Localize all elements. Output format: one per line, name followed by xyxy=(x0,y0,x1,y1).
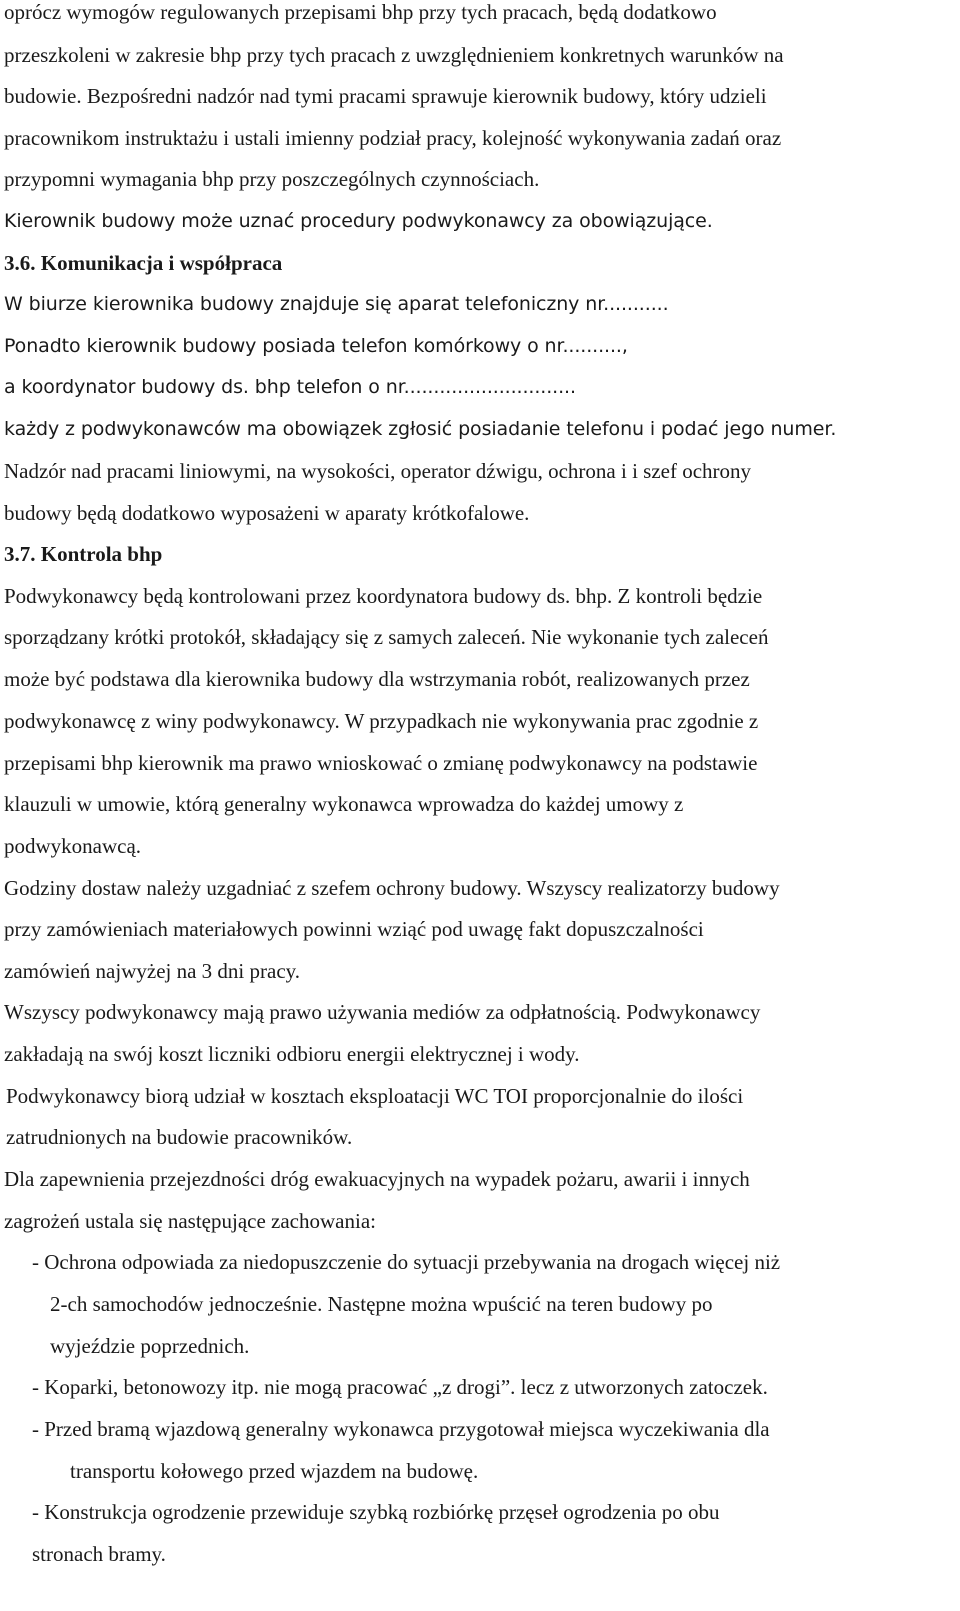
list-item: - Ochrona odpowiada za niedopuszczenie do sytuacji przebywania na drogach więcej niż xyxy=(32,1250,781,1274)
text-line: zatrudnionych na budowie pracowników. xyxy=(6,1125,353,1149)
text-line: pracownikom instruktażu i ustali imienny podział pracy, kolejność wykonywania zadań oraz xyxy=(4,126,782,150)
list-item-continuation: stronach bramy. xyxy=(32,1542,166,1566)
text-line: każdy z podwykonawców ma obowiązek zgłosić posiadanie telefonu i podać jego numer. xyxy=(4,418,837,440)
text-line: Nadzór nad pracami liniowymi, na wysokości, operator dźwigu, ochrona i i szef ochrony xyxy=(4,459,752,483)
text-line: zamówień najwyżej na 3 dni pracy. xyxy=(4,959,301,983)
text-line: Podwykonawcy biorą udział w kosztach eksploatacji WC TOI proporcjonalnie do ilości xyxy=(6,1084,744,1108)
text-line: budowie. Bezpośredni nadzór nad tymi pracami sprawuje kierownik budowy, który udzieli xyxy=(4,84,767,108)
text-line: przepisami bhp kierownik ma prawo wnioskować o zmianę podwykonawcy na podstawie xyxy=(4,751,758,775)
text-line: przy zamówieniach materiałowych powinni wziąć pod uwagę fakt dopuszczalności xyxy=(4,917,704,941)
list-item: - Koparki, betonowozy itp. nie mogą pracować „z drogi”. lecz z utworzonych zatoczek. xyxy=(32,1375,768,1399)
text-line: przypomni wymagania bhp przy poszczególnych czynnościach. xyxy=(4,167,540,191)
list-item-continuation: transportu kołowego przed wjazdem na budowę. xyxy=(70,1459,479,1483)
text-line: sporządzany krótki protokół, składający się z samych zaleceń. Nie wykonanie tych zaleceń xyxy=(4,625,769,649)
text-line: Dla zapewnienia przejezdności dróg ewakuacyjnych na wypadek pożaru, awarii i innych xyxy=(4,1167,750,1191)
text-line: klauzuli w umowie, którą generalny wykonawca wprowadza do każdej umowy z xyxy=(4,792,684,816)
text-line: przeszkoleni w zakresie bhp przy tych pracach z uwzględnieniem konkretnych warunków na xyxy=(4,43,784,67)
text-line: Podwykonawcy będą kontrolowani przez koordynatora budowy ds. bhp. Z kontroli będzie xyxy=(4,584,763,608)
text-line: Ponadto kierownik budowy posiada telefon komórkowy o nr.........., xyxy=(4,335,628,357)
section-heading: 3.7. Kontrola bhp xyxy=(4,542,163,566)
list-item: - Przed bramą wjazdową generalny wykonawca przygotował miejsca wyczekiwania dla xyxy=(32,1417,770,1441)
text-line: może być podstawa dla kierownika budowy dla wstrzymania robót, realizowanych przez xyxy=(4,667,750,691)
section-heading: 3.6. Komunikacja i współpraca xyxy=(4,251,283,275)
text-line: W biurze kierownika budowy znajduje się aparat telefoniczny nr........... xyxy=(4,293,669,315)
text-line: Wszyscy podwykonawcy mają prawo używania mediów za odpłatnością. Podwykonawcy xyxy=(4,1000,761,1024)
text-line: Kierownik budowy może uznać procedury podwykonawcy za obowiązujące. xyxy=(4,210,713,232)
text-line: podwykonawcą. xyxy=(4,834,142,858)
list-item-continuation: wyjeździe poprzednich. xyxy=(50,1334,250,1358)
text-line: oprócz wymogów regulowanych przepisami bhp przy tych pracach, będą dodatkowo xyxy=(4,0,717,24)
list-item: - Konstrukcja ogrodzenie przewiduje szybką rozbiórkę przęseł ogrodzenia po obu xyxy=(32,1500,720,1524)
text-line: podwykonawcę z winy podwykonawcy. W przypadkach nie wykonywania prac zgodnie z xyxy=(4,709,759,733)
list-item-continuation: 2-ch samochodów jednocześnie. Następne można wpuścić na teren budowy po xyxy=(50,1292,713,1316)
text-line: a koordynator budowy ds. bhp telefon o nr............................. xyxy=(4,376,576,398)
text-line: zakładają na swój koszt liczniki odbioru energii elektrycznej i wody. xyxy=(4,1042,580,1066)
text-line: zagrożeń ustala się następujące zachowania: xyxy=(4,1209,376,1233)
text-line: Godziny dostaw należy uzgadniać z szefem ochrony budowy. Wszyscy realizatorzy budowy xyxy=(4,876,780,900)
text-line: budowy będą dodatkowo wyposażeni w aparaty krótkofalowe. xyxy=(4,501,530,525)
